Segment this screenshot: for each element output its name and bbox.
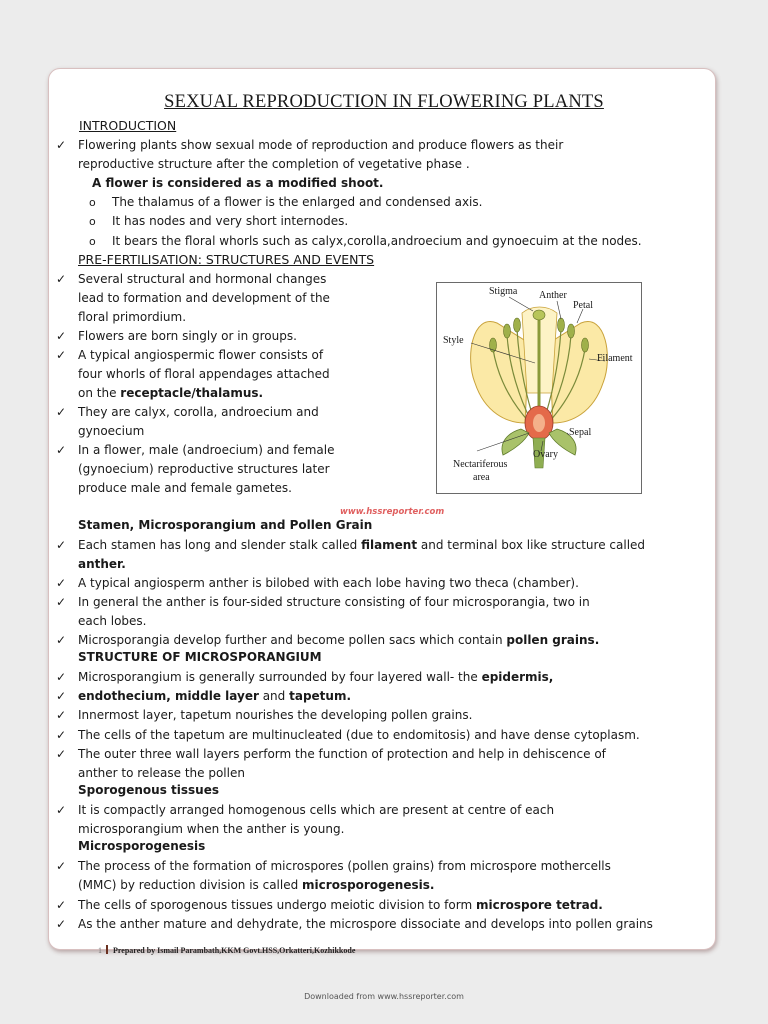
structure-item-4: The cells of the tapetum are multinucleated (due to endomitosis) and have dense cytoplasm. (78, 728, 640, 742)
check-icon: ✓ (56, 348, 67, 362)
sporogenous-item-line1: It is compactly arranged homogenous cells which are present at centre of each (78, 803, 555, 817)
structure-heading: STRUCTURE OF MICROSPORANGIUM (78, 650, 322, 664)
intro-bullet-2: It has nodes and very short internodes. (112, 214, 349, 228)
microsporogenesis-item-3: As the anther mature and dehydrate, the microspore dissociate and develops into pollen grains (78, 917, 653, 931)
structure-item-3: Innermost layer, tapetum nourishes the developing pollen grains. (78, 708, 473, 722)
check-icon: ✓ (56, 538, 67, 552)
check-icon: ✓ (56, 443, 67, 457)
check-icon: ✓ (56, 405, 67, 419)
prefert-item-5-line1: In a flower, male (androecium) and female (78, 443, 335, 457)
prefertilisation-heading: PRE-FERTILISATION: STRUCTURES AND EVENTS (78, 252, 375, 267)
check-icon: ✓ (56, 747, 67, 761)
check-icon: ✓ (56, 329, 67, 343)
check-icon: ✓ (56, 138, 67, 152)
intro-paragraph-line1: Flowering plants show sexual mode of reproduction and produce flowers as their (78, 138, 564, 152)
page-number: 1 (98, 946, 102, 955)
circle-bullet-icon: o (89, 215, 96, 228)
prefert-item-3-line2: four whorls of floral appendages attached (78, 367, 330, 381)
microsporogenesis-item-2: The cells of sporogenous tissues undergo meiotic division to form microspore tetrad. (78, 898, 603, 912)
prefert-item-1-line3: floral primordium. (78, 310, 187, 324)
check-icon: ✓ (56, 917, 67, 931)
structure-item-2: endothecium, middle layer and tapetum. (78, 689, 352, 703)
check-icon: ✓ (56, 272, 67, 286)
prefert-item-3-line3: on the receptacle/thalamus. (78, 386, 264, 400)
prefert-item-1-line1: Several structural and hormonal changes (78, 272, 327, 286)
structure-item-5-line2: anther to release the pollen (78, 766, 245, 780)
intro-paragraph-line2: reproductive structure after the completion of vegetative phase . (78, 157, 470, 171)
check-icon: ✓ (56, 859, 67, 873)
prefert-item-3-line1: A typical angiospermic flower consists of (78, 348, 324, 362)
anther-label: Anther (539, 290, 567, 301)
footer-divider (106, 945, 108, 954)
footer-credit: Prepared by Ismail Parambath,KKM Govt.HSS,Orkatteri,Kozhikkode (113, 946, 356, 955)
stamen-item-3-line1: In general the anther is four-sided structure consisting of four microsporangia, two in (78, 595, 590, 609)
check-icon: ✓ (56, 803, 67, 817)
nectariferous-label: Nectariferous (453, 459, 508, 470)
circle-bullet-icon: o (89, 235, 96, 248)
document-title: SEXUAL REPRODUCTION IN FLOWERING PLANTS (164, 92, 604, 112)
stamen-item-1-line1: Each stamen has long and slender stalk called filament and terminal box like structure called (78, 538, 646, 552)
flower-diagram (436, 282, 642, 494)
stamen-item-3-line2: each lobes. (78, 614, 147, 628)
check-icon: ✓ (56, 595, 67, 609)
stamen-item-4: Microsporangia develop further and become pollen sacs which contain pollen grains. (78, 633, 600, 647)
style-label: Style (443, 335, 464, 346)
intro-bullet-1: The thalamus of a flower is the enlarged and condensed axis. (112, 195, 483, 209)
check-icon: ✓ (56, 898, 67, 912)
prefert-item-5-line2: (gynoecium) reproductive structures later (78, 462, 330, 476)
prefert-item-2: Flowers are born singly or in groups. (78, 329, 297, 343)
circle-bullet-icon: o (89, 196, 96, 209)
check-icon: ✓ (56, 670, 67, 684)
check-icon: ✓ (56, 633, 67, 647)
nectariferous-area-label: area (473, 472, 490, 483)
intro-bullet-3: It bears the floral whorls such as calyx,corolla,androecium and gynoecuim at the nodes. (112, 234, 642, 248)
prefert-item-5-line3: produce male and female gametes. (78, 481, 292, 495)
stigma-label: Stigma (489, 286, 518, 297)
check-icon: ✓ (56, 728, 67, 742)
prefert-item-4-line1: They are calyx, corolla, androecium and (78, 405, 319, 419)
check-icon: ✓ (56, 576, 67, 590)
microsporogenesis-item-1-line2: (MMC) by reduction division is called microsporogenesis. (78, 878, 435, 892)
filament-label: Filament (597, 353, 633, 364)
sporogenous-heading: Sporogenous tissues (78, 783, 219, 797)
sepal-label: Sepal (569, 427, 592, 438)
prefert-item-4-line2: gynoecium (78, 424, 145, 438)
structure-item-1: Microsporangium is generally surrounded by four layered wall- the epidermis, (78, 670, 554, 684)
structure-item-5-line1: The outer three wall layers perform the function of protection and help in dehiscence of (78, 747, 606, 761)
prefert-item-1-line2: lead to formation and development of the (78, 291, 330, 305)
download-credit: Downloaded from www.hssreporter.com (304, 992, 464, 1001)
page-footer (98, 945, 355, 955)
ovary-label: Ovary (533, 449, 558, 460)
check-icon: ✓ (56, 689, 67, 703)
intro-heading: INTRODUCTION (79, 118, 177, 133)
microsporogenesis-heading: Microsporogenesis (78, 839, 206, 853)
stamen-item-2: A typical angiosperm anther is bilobed with each lobe having two theca (chamber). (78, 576, 579, 590)
sporogenous-item-line2: microsporangium when the anther is young. (78, 822, 345, 836)
modified-shoot-statement: A flower is considered as a modified shoot. (92, 176, 384, 190)
petal-label: Petal (573, 300, 593, 311)
microsporogenesis-item-1-line1: The process of the formation of microspores (pollen grains) from microspore mothercells (78, 859, 611, 873)
stamen-heading: Stamen, Microsporangium and Pollen Grain (78, 518, 373, 532)
check-icon: ✓ (56, 708, 67, 722)
watermark-link[interactable]: www.hssreporter.com (340, 507, 445, 517)
stamen-item-1-line2: anther. (78, 557, 126, 571)
